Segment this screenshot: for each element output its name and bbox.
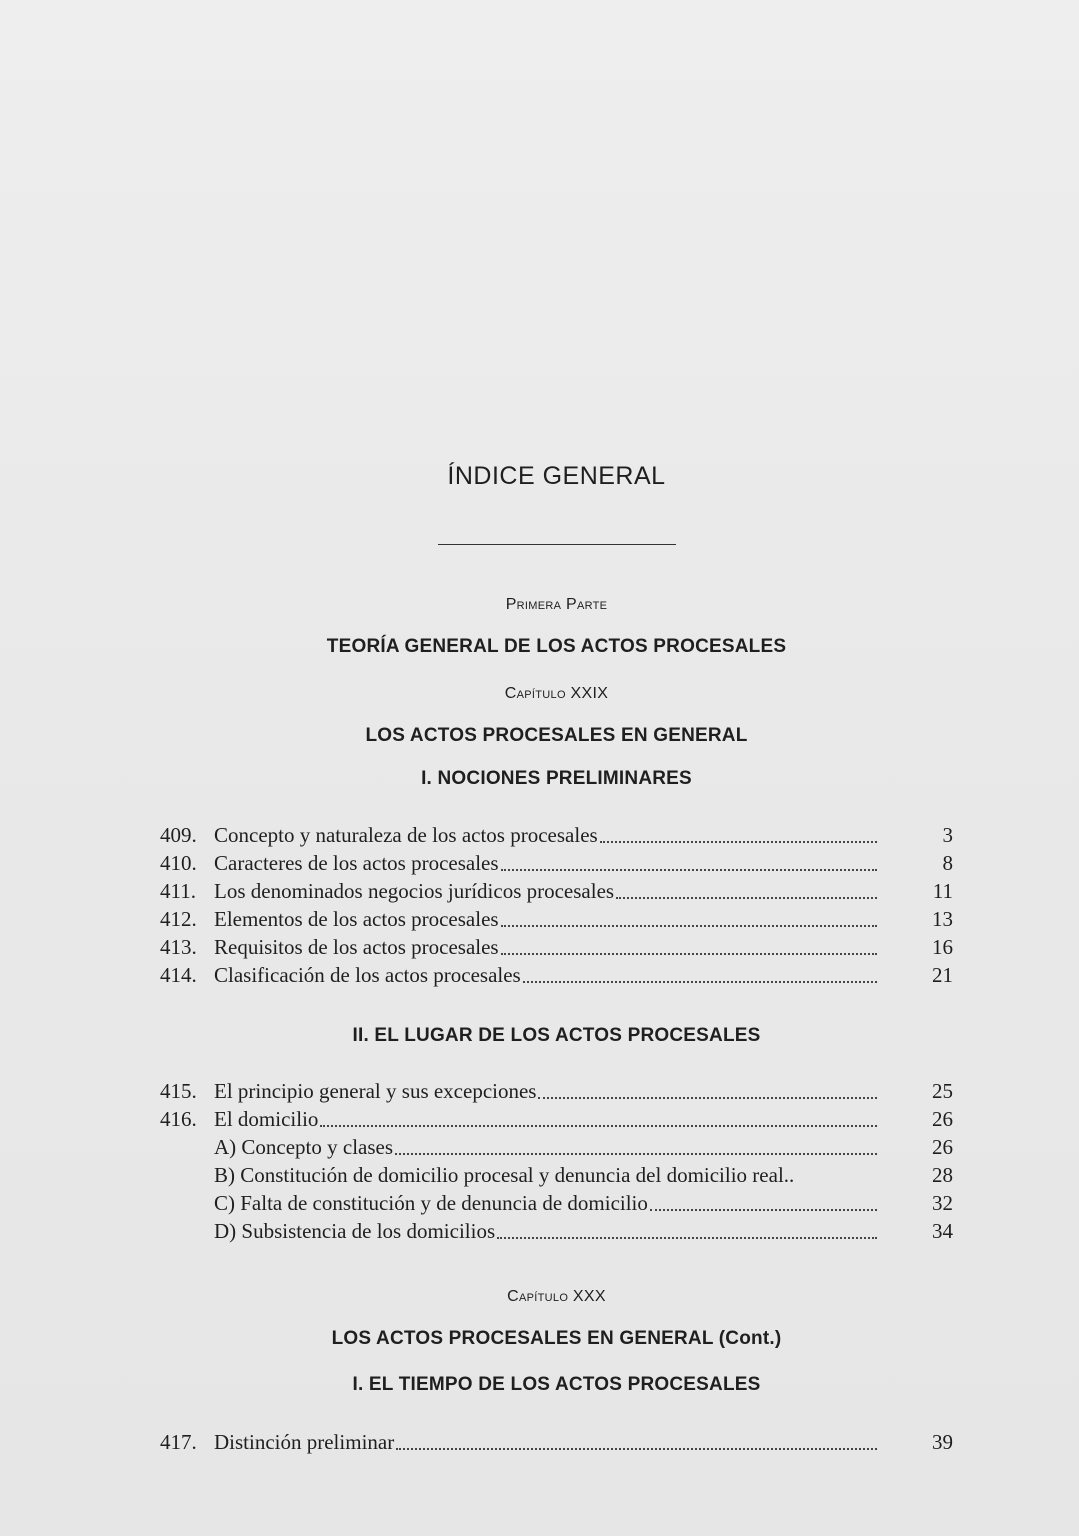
entry-page: 39 [932, 1430, 953, 1454]
entry-number: 411. [160, 879, 196, 903]
entry-text: Distinción preliminar [214, 1430, 395, 1454]
chapter-label: Capítulo XXX [507, 1288, 606, 1305]
entry-number: 413. [160, 935, 197, 959]
entry-page: 16 [932, 935, 953, 959]
entry-text: A) Concepto y clases [214, 1135, 394, 1159]
toc-entry[interactable] [160, 961, 953, 989]
entry-text: Los denominados negocios jurídicos procesales [214, 879, 615, 903]
title-divider [438, 544, 676, 545]
dot-leader [320, 1125, 877, 1127]
section-title: II. EL LUGAR DE LOS ACTOS PROCESALES [352, 1025, 761, 1046]
page-title: ÍNDICE GENERAL [447, 462, 666, 490]
entry-text: D) Subsistencia de los domicilios [214, 1219, 496, 1243]
entry-page: 3 [942, 823, 953, 847]
dot-leader [796, 1181, 877, 1183]
section-title: I. NOCIONES PRELIMINARES [421, 768, 692, 789]
part-title: TEORÍA GENERAL DE LOS ACTOS PROCESALES [326, 636, 787, 657]
entry-page: 26 [932, 1135, 953, 1159]
dot-leader [501, 953, 877, 955]
entry-page: 8 [942, 851, 953, 875]
entry-page: 34 [932, 1219, 953, 1243]
entry-number: 414. [160, 963, 197, 987]
section-title: I. EL TIEMPO DE LOS ACTOS PROCESALES [352, 1374, 761, 1395]
toc-list [160, 1428, 953, 1456]
entry-number: 417. [160, 1430, 197, 1454]
entry-number: 415. [160, 1079, 197, 1103]
toc-entry[interactable] [160, 1105, 953, 1133]
toc-entry[interactable] [160, 821, 953, 849]
entry-page: 28 [932, 1163, 953, 1187]
dot-leader [395, 1153, 877, 1155]
entry-text: El principio general y sus excepciones [214, 1079, 537, 1103]
toc-list [160, 1077, 953, 1245]
entry-number: 409. [160, 823, 197, 847]
dot-leader [616, 897, 877, 899]
entry-page: 11 [932, 879, 953, 903]
toc-list [160, 821, 953, 989]
entry-text: Elementos de los actos procesales [214, 907, 499, 931]
entry-page: 13 [932, 907, 953, 931]
chapter-title: LOS ACTOS PROCESALES EN GENERAL (Cont.) [331, 1328, 782, 1349]
dot-leader [538, 1097, 877, 1099]
toc-subentry[interactable] [160, 1161, 953, 1189]
chapter-title: LOS ACTOS PROCESALES EN GENERAL [365, 725, 748, 746]
entry-text: Requisitos de los actos procesales [214, 935, 499, 959]
dot-leader [650, 1209, 877, 1211]
dot-leader [396, 1448, 877, 1450]
entry-page: 32 [932, 1191, 953, 1215]
entry-text: El domicilio [214, 1107, 319, 1131]
chapter-label: Capítulo XXIX [504, 685, 609, 702]
dot-leader [523, 981, 877, 983]
entry-page: 26 [932, 1107, 953, 1131]
dot-leader [497, 1237, 877, 1239]
toc-entry[interactable] [160, 933, 953, 961]
toc-subentry[interactable] [160, 1133, 953, 1161]
toc-subentry[interactable] [160, 1217, 953, 1245]
entry-page: 21 [932, 963, 953, 987]
toc-entry[interactable] [160, 905, 953, 933]
dot-leader [501, 869, 877, 871]
entry-text: Caracteres de los actos procesales [214, 851, 499, 875]
entry-text: Concepto y naturaleza de los actos procesales [214, 823, 598, 847]
entry-number: 410. [160, 851, 197, 875]
entry-text: Clasificación de los actos procesales [214, 963, 521, 987]
toc-subentry[interactable] [160, 1189, 953, 1217]
dot-leader [600, 841, 877, 843]
toc-entry[interactable] [160, 849, 953, 877]
part-label: Primera Parte [505, 596, 608, 613]
entry-text: C) Falta de constitución y de denuncia de domicilio [214, 1191, 648, 1215]
entry-number: 412. [160, 907, 197, 931]
dot-leader [501, 925, 877, 927]
toc-entry[interactable] [160, 1077, 953, 1105]
toc-entry[interactable] [160, 1428, 953, 1456]
entry-text: B) Constitución de domicilio procesal y denuncia del domicilio real.. [214, 1163, 795, 1187]
entry-page: 25 [932, 1079, 953, 1103]
toc-entry[interactable] [160, 877, 953, 905]
entry-number: 416. [160, 1107, 197, 1131]
